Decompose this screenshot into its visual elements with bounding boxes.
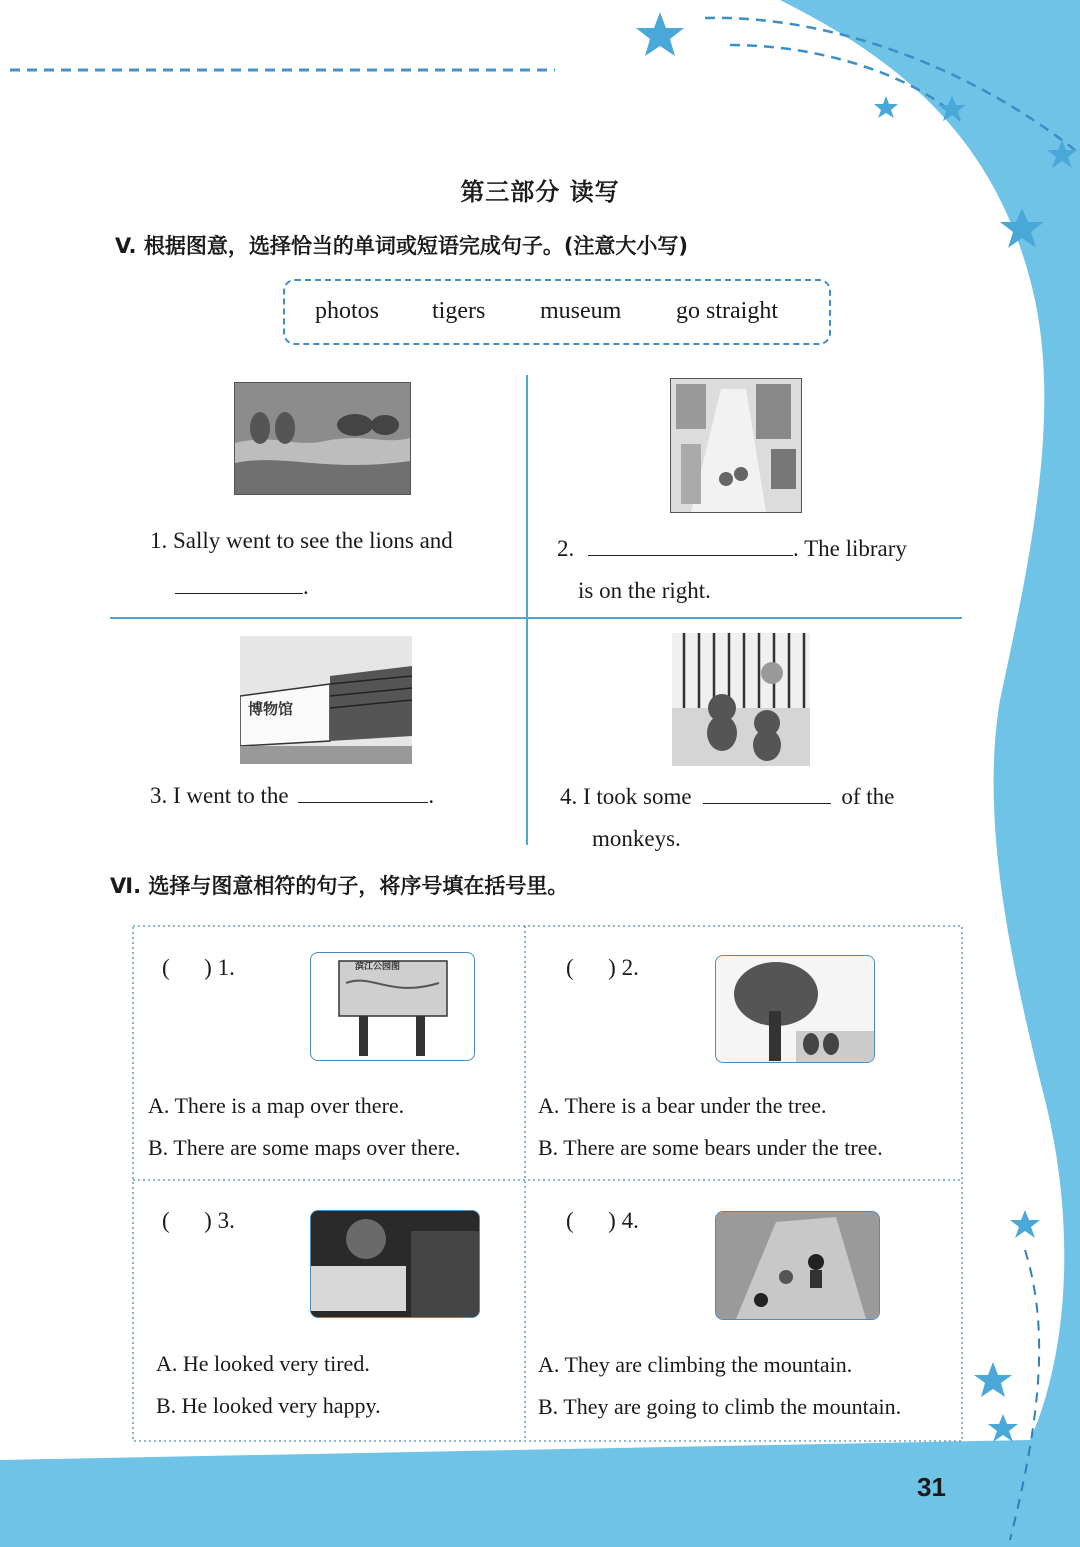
- item-1-option-b[interactable]: B. There are some maps over there.: [148, 1135, 461, 1160]
- word-museum: museum: [540, 298, 622, 324]
- star-icon: [636, 12, 684, 56]
- monkeys-picture: [672, 633, 810, 766]
- question-4-start: 4. I took some: [560, 784, 692, 809]
- question-4-line2: monkeys.: [592, 826, 681, 851]
- street-picture: [670, 378, 802, 513]
- item-1-option-a[interactable]: A. There is a map over there.: [148, 1093, 405, 1118]
- bears-tree-picture: [715, 955, 875, 1063]
- word-go-straight: go straight: [676, 298, 778, 324]
- item-4-option-a[interactable]: A. They are climbing the mountain.: [538, 1352, 853, 1377]
- question-2-blank-line[interactable]: [588, 554, 793, 556]
- star-icon: [1000, 208, 1044, 248]
- question-4-end: of the: [841, 784, 895, 809]
- question-4-text: [560, 784, 894, 810]
- part-v-instruction: V. 根据图意，选择恰当的单词或短语完成句子。(注意大小写): [115, 234, 689, 258]
- item-2-option-a[interactable]: A. There is a bear under the tree.: [538, 1093, 827, 1118]
- tired-man-picture: [310, 1210, 480, 1318]
- star-icon: [1047, 140, 1077, 168]
- star-icon: [974, 1362, 1012, 1397]
- item-3-option-a[interactable]: A. He looked very tired.: [156, 1351, 370, 1376]
- mountain-climbing-picture: [715, 1211, 880, 1320]
- museum-picture: [240, 636, 412, 764]
- section-title: 第三部分 读写: [460, 178, 620, 206]
- star-icon: [988, 1414, 1018, 1442]
- question-4-blank-line[interactable]: [703, 802, 831, 804]
- question-1-text: 1. Sally went to see the lions and: [150, 528, 453, 553]
- grid-horizontal-divider: [110, 617, 962, 619]
- question-3-label: 3. I went to the: [150, 783, 289, 808]
- item-2-answer-bracket[interactable]: ( ) 2.: [566, 955, 639, 980]
- question-1-period: .: [303, 574, 309, 599]
- star-icon: [1010, 1210, 1040, 1238]
- question-3-period: .: [428, 783, 435, 808]
- question-2-text-end: . The library: [793, 536, 907, 561]
- question-2-number: 2.: [557, 536, 575, 561]
- map-sign-picture: [310, 952, 475, 1061]
- word-tigers: tigers: [432, 298, 486, 324]
- item-3-answer-bracket[interactable]: ( ) 3.: [162, 1208, 235, 1233]
- star-icon: [938, 96, 966, 121]
- item-3-option-b[interactable]: B. He looked very happy.: [156, 1393, 381, 1418]
- question-3-text: [150, 783, 434, 809]
- item-4-answer-bracket[interactable]: ( ) 4.: [566, 1208, 639, 1233]
- museum-sign: 博物馆: [248, 700, 294, 718]
- question-3-blank-line[interactable]: [298, 801, 428, 803]
- page-number: 31: [917, 1472, 946, 1502]
- part-vi-instruction: Ⅵ. 选择与图意相符的句子，将序号填在括号里。: [110, 874, 569, 898]
- question-1-blank-line[interactable]: [175, 574, 309, 600]
- item-4-option-b[interactable]: B. They are going to climb the mountain.: [538, 1394, 902, 1419]
- item-1-answer-bracket[interactable]: ( ) 1.: [162, 955, 235, 980]
- question-2-line2: is on the right.: [578, 578, 711, 603]
- word-photos: photos: [315, 298, 380, 324]
- question-2-text: [557, 536, 907, 562]
- map-sign-caption: 滨江公园图: [355, 962, 401, 972]
- zoo-animals-picture: [234, 382, 411, 495]
- star-icon: [874, 96, 898, 118]
- grid-vertical-divider: [526, 375, 528, 845]
- item-2-option-b[interactable]: B. There are some bears under the tree.: [538, 1135, 883, 1160]
